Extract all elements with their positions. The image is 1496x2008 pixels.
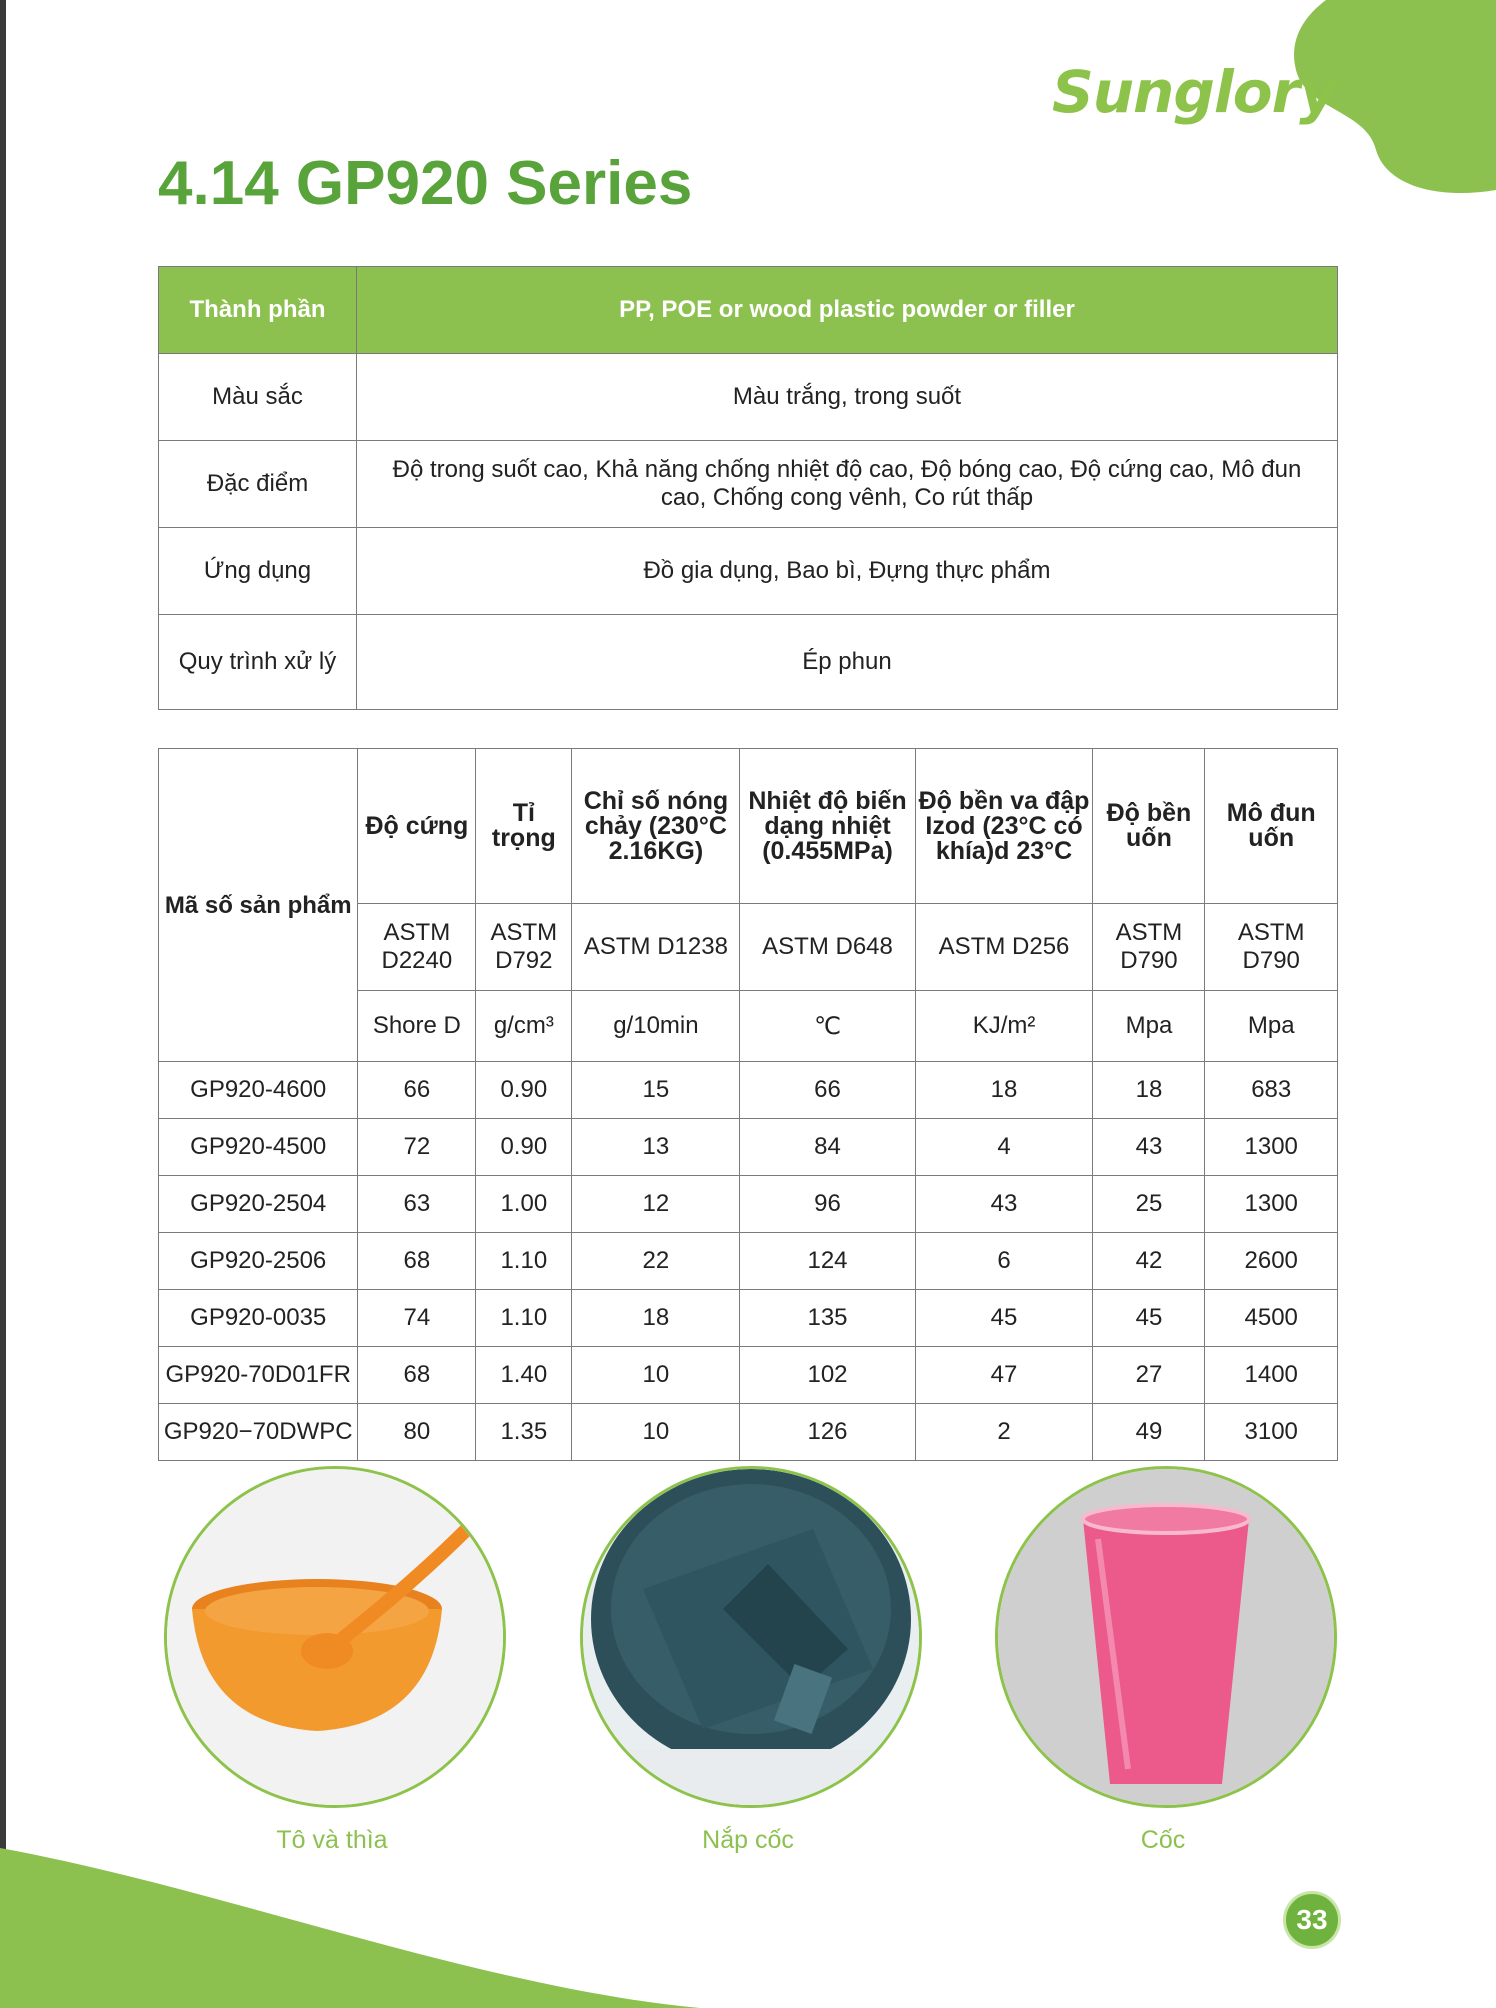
product-code-cell: GP920−70DWPC xyxy=(159,1404,358,1461)
product-code-cell: GP920-2506 xyxy=(159,1233,358,1290)
info-label: Ứng dụng xyxy=(159,528,357,615)
value-cell: 18 xyxy=(1093,1062,1205,1119)
value-cell: 66 xyxy=(358,1062,476,1119)
table-row xyxy=(159,1176,1338,1233)
value-cell: 135 xyxy=(740,1290,915,1347)
value-cell: 2600 xyxy=(1205,1233,1338,1290)
table-row xyxy=(159,1119,1338,1176)
value-cell: 102 xyxy=(740,1347,915,1404)
value-cell: 4 xyxy=(915,1119,1093,1176)
spec-table xyxy=(158,748,1338,1461)
photo-caption: Cốc xyxy=(1140,1826,1186,1854)
info-row xyxy=(159,615,1338,710)
value-cell: 96 xyxy=(740,1176,915,1233)
value-cell: 43 xyxy=(915,1176,1093,1233)
spec-header-row xyxy=(159,749,1338,904)
info-value: PP, POE or wood plastic powder or filler xyxy=(357,267,1338,354)
photo-caption: Tô và thìa xyxy=(276,1826,388,1854)
brand-logo: Sunglory xyxy=(1051,58,1336,126)
col-header: Nhiệt độ biến dạng nhiệt (0.455MPa) xyxy=(740,749,915,904)
info-label: Quy trình xử lý xyxy=(159,615,357,710)
cup-photo xyxy=(995,1466,1337,1808)
bowl-spoon-photo xyxy=(164,1466,506,1808)
unit-cell: ℃ xyxy=(740,991,915,1062)
info-row xyxy=(159,528,1338,615)
info-value: Ép phun xyxy=(357,615,1338,710)
value-cell: 1.00 xyxy=(476,1176,572,1233)
value-cell: 1300 xyxy=(1205,1176,1338,1233)
info-label: Màu sắc xyxy=(159,354,357,441)
table-row xyxy=(159,1062,1338,1119)
unit-cell: Mpa xyxy=(1093,991,1205,1062)
product-code-header: Mã số sản phẩm xyxy=(159,749,358,1062)
cup-lid-image xyxy=(583,1469,919,1805)
value-cell: 1.10 xyxy=(476,1290,572,1347)
value-cell: 10 xyxy=(572,1404,740,1461)
value-cell: 43 xyxy=(1093,1119,1205,1176)
bottom-green-wave xyxy=(0,1848,1496,2008)
photo-caption: Nắp cốc xyxy=(702,1826,794,1854)
value-cell: 22 xyxy=(572,1233,740,1290)
value-cell: 1.10 xyxy=(476,1233,572,1290)
value-cell: 13 xyxy=(572,1119,740,1176)
standard-cell: ASTM D792 xyxy=(476,904,572,991)
unit-cell: KJ/m² xyxy=(915,991,1093,1062)
info-value: Đồ gia dụng, Bao bì, Đựng thực phẩm xyxy=(357,528,1338,615)
product-code-cell: GP920-70D01FR xyxy=(159,1347,358,1404)
info-row xyxy=(159,441,1338,528)
col-header: Mô đun uốn xyxy=(1205,749,1338,904)
standard-cell: ASTM D790 xyxy=(1205,904,1338,991)
unit-cell: Shore D xyxy=(358,991,476,1062)
value-cell: 1.40 xyxy=(476,1347,572,1404)
value-cell: 27 xyxy=(1093,1347,1205,1404)
value-cell: 42 xyxy=(1093,1233,1205,1290)
value-cell: 84 xyxy=(740,1119,915,1176)
table-row xyxy=(159,1404,1338,1461)
col-header: Độ bền va đập Izod (23°C có khía)d 23°C xyxy=(915,749,1093,904)
info-value: Độ trong suốt cao, Khả năng chống nhiệt độ cao, Độ bóng cao, Độ cứng cao, Mô đun cao, Chống cong vênh, Co rút thấp xyxy=(357,441,1338,528)
value-cell: 63 xyxy=(358,1176,476,1233)
product-code-cell: GP920-0035 xyxy=(159,1290,358,1347)
product-code-cell: GP920-4500 xyxy=(159,1119,358,1176)
cup-image xyxy=(998,1469,1334,1805)
page-number-badge: 33 xyxy=(1283,1891,1341,1949)
col-header: Chỉ số nóng chảy (230°C 2.16KG) xyxy=(572,749,740,904)
standard-cell: ASTM D790 xyxy=(1093,904,1205,991)
value-cell: 6 xyxy=(915,1233,1093,1290)
value-cell: 74 xyxy=(358,1290,476,1347)
cup-lid-photo xyxy=(580,1466,922,1808)
info-row xyxy=(159,267,1338,354)
value-cell: 25 xyxy=(1093,1176,1205,1233)
value-cell: 80 xyxy=(358,1404,476,1461)
info-table xyxy=(158,266,1338,710)
page-title: 4.14 GP920 Series xyxy=(158,149,693,218)
info-row xyxy=(159,354,1338,441)
info-value: Màu trắng, trong suốt xyxy=(357,354,1338,441)
value-cell: 45 xyxy=(1093,1290,1205,1347)
value-cell: 49 xyxy=(1093,1404,1205,1461)
product-code-cell: GP920-4600 xyxy=(159,1062,358,1119)
page-edge-bar xyxy=(0,0,6,2008)
value-cell: 68 xyxy=(358,1233,476,1290)
value-cell: 0.90 xyxy=(476,1119,572,1176)
table-row xyxy=(159,1233,1338,1290)
unit-cell: g/10min xyxy=(572,991,740,1062)
value-cell: 12 xyxy=(572,1176,740,1233)
standard-cell: ASTM D1238 xyxy=(572,904,740,991)
table-row xyxy=(159,1347,1338,1404)
value-cell: 18 xyxy=(572,1290,740,1347)
value-cell: 1.35 xyxy=(476,1404,572,1461)
value-cell: 1300 xyxy=(1205,1119,1338,1176)
value-cell: 15 xyxy=(572,1062,740,1119)
value-cell: 1400 xyxy=(1205,1347,1338,1404)
value-cell: 126 xyxy=(740,1404,915,1461)
col-header: Độ bền uốn xyxy=(1093,749,1205,904)
value-cell: 72 xyxy=(358,1119,476,1176)
table-row xyxy=(159,1290,1338,1347)
value-cell: 3100 xyxy=(1205,1404,1338,1461)
col-header: Tỉ trọng xyxy=(476,749,572,904)
standard-cell: ASTM D256 xyxy=(915,904,1093,991)
value-cell: 683 xyxy=(1205,1062,1338,1119)
value-cell: 2 xyxy=(915,1404,1093,1461)
value-cell: 0.90 xyxy=(476,1062,572,1119)
value-cell: 124 xyxy=(740,1233,915,1290)
value-cell: 68 xyxy=(358,1347,476,1404)
value-cell: 47 xyxy=(915,1347,1093,1404)
unit-cell: g/cm³ xyxy=(476,991,572,1062)
col-header: Độ cứng xyxy=(358,749,476,904)
info-label: Thành phần xyxy=(159,267,357,354)
value-cell: 10 xyxy=(572,1347,740,1404)
standard-cell: ASTM D648 xyxy=(740,904,915,991)
info-label: Đặc điểm xyxy=(159,441,357,528)
value-cell: 45 xyxy=(915,1290,1093,1347)
value-cell: 66 xyxy=(740,1062,915,1119)
value-cell: 4500 xyxy=(1205,1290,1338,1347)
product-code-cell: GP920-2504 xyxy=(159,1176,358,1233)
value-cell: 18 xyxy=(915,1062,1093,1119)
standard-cell: ASTM D2240 xyxy=(358,904,476,991)
unit-cell: Mpa xyxy=(1205,991,1338,1062)
bowl-spoon-image xyxy=(167,1469,503,1805)
